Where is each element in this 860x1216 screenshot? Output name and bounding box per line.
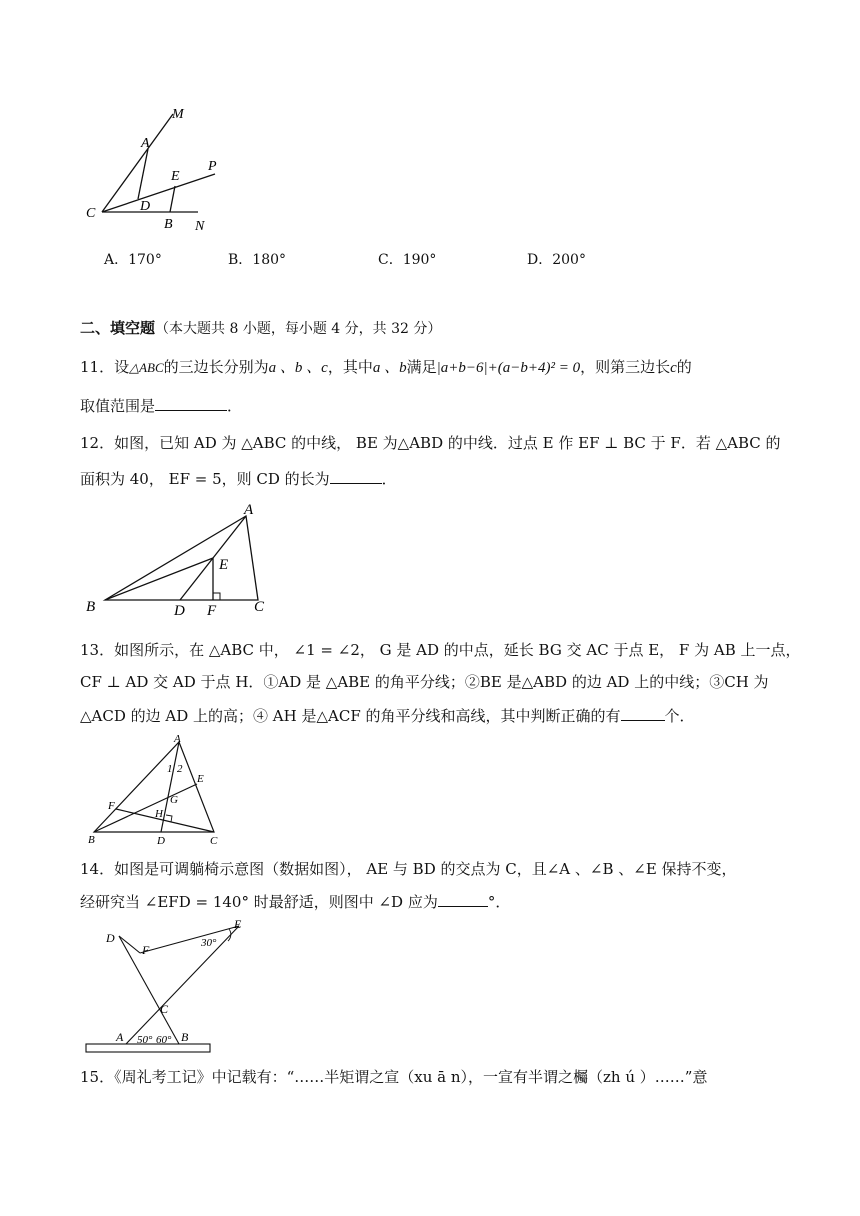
label-D: D bbox=[140, 199, 151, 214]
q13-line1: 13．如图所示，在 △ABC 中， ∠1 = ∠2， G 是 AD 的中点，延长 BG 交 AC 于点 E， F 为 AB 上一点， bbox=[80, 641, 801, 659]
q14-label-B: B bbox=[181, 1030, 189, 1044]
q12-label-D: D bbox=[174, 603, 185, 619]
q14-label-30: 30° bbox=[201, 937, 217, 949]
q12-line2 bbox=[80, 469, 397, 489]
q13-label-G: G bbox=[170, 794, 178, 806]
q14-line2 bbox=[80, 892, 510, 912]
q14-end: °． bbox=[487, 893, 511, 911]
label-P: P bbox=[208, 159, 217, 174]
option-c: C．190° bbox=[378, 252, 437, 268]
q13-label-A: A bbox=[174, 733, 181, 745]
q11-c: c bbox=[670, 360, 677, 376]
q12-label-F: F bbox=[207, 603, 217, 619]
q11-text3: 满足 bbox=[406, 358, 437, 376]
q12-line2-text: 面积为 40， EF = 5，则 CD 的长为 bbox=[80, 470, 330, 488]
q14-label-D: D bbox=[106, 931, 115, 945]
q11-text2: ，其中 bbox=[327, 358, 373, 376]
q11-num: 11．设 bbox=[80, 358, 130, 376]
q13-label-B: B bbox=[88, 834, 95, 846]
section-heading bbox=[80, 318, 441, 339]
figure-q12 bbox=[80, 498, 280, 620]
q11-period: ． bbox=[227, 397, 243, 415]
section-title: 二、填空题 bbox=[80, 319, 156, 337]
q13-label-E: E bbox=[197, 773, 204, 785]
q13-answer-blank[interactable] bbox=[621, 706, 665, 721]
label-B: B bbox=[164, 217, 173, 232]
q14-line2-text: 经研究当 ∠EFD = 140° 时最舒适，则图中 ∠D 应为 bbox=[80, 893, 438, 911]
q12-label-E: E bbox=[219, 557, 229, 573]
q13-label-F: F bbox=[108, 800, 115, 812]
q11-equation: |a+b−6|+(a−b+4)² = 0 bbox=[436, 360, 581, 376]
label-C: C bbox=[86, 206, 96, 221]
q12-label-B: B bbox=[86, 599, 96, 615]
q12-period: ． bbox=[381, 470, 397, 488]
option-d: D．200° bbox=[527, 252, 586, 268]
q14-label-60: 60° bbox=[156, 1034, 172, 1046]
q13-label-2: 2 bbox=[177, 763, 183, 775]
q12-label-A: A bbox=[244, 502, 254, 518]
q14-answer-blank[interactable] bbox=[438, 892, 488, 907]
q13-end: 个． bbox=[664, 707, 695, 725]
q11-line2 bbox=[80, 396, 242, 416]
q13-line2: CF ⊥ AD 交 AD 于点 H．①AD 是 △ABE 的角平分线；②BE 是△ABD 的边 AD 上的中线；③CH 为 bbox=[80, 673, 769, 691]
q14-label-F: F bbox=[142, 943, 150, 957]
q11-text4: ，则第三边长 bbox=[580, 358, 671, 376]
figure-q13 bbox=[84, 732, 224, 847]
q11-line2-text: 取值范围是 bbox=[80, 397, 156, 415]
figure-q10 bbox=[80, 100, 240, 235]
label-A: A bbox=[141, 136, 150, 151]
figure-q14 bbox=[84, 916, 242, 1056]
q12-label-C: C bbox=[254, 599, 265, 615]
q11-line1 bbox=[80, 357, 692, 378]
q13-line3 bbox=[80, 706, 695, 726]
q11-sides: a 、b 、c bbox=[268, 360, 328, 376]
section-note: （本大题共 8 小题，每小题 4 分，共 32 分） bbox=[155, 321, 442, 337]
label-N: N bbox=[195, 219, 205, 234]
q11-triangle: △ABC bbox=[129, 360, 164, 375]
q14-label-50: 50° bbox=[137, 1034, 153, 1046]
q14-label-A: A bbox=[116, 1030, 124, 1044]
q11-answer-blank[interactable] bbox=[155, 396, 227, 411]
q14-label-C: C bbox=[160, 1002, 169, 1016]
q13-label-1: 1 bbox=[167, 763, 173, 775]
q13-label-H: H bbox=[155, 808, 163, 820]
q13-label-C: C bbox=[210, 835, 218, 847]
q11-text1: 的三边长分别为 bbox=[163, 358, 269, 376]
q15-line1: 15．《周礼考工记》中记载有：“……半矩谓之宣（xu ā n），一宣有半谓之欘（zh ú ）……”意 bbox=[80, 1068, 708, 1086]
q14-line1: 14．如图是可调躺椅示意图（数据如图）， AE 与 BD 的交点为 C，且∠A 、∠B 、∠E 保持不变， bbox=[80, 860, 737, 878]
q13-label-D: D bbox=[157, 835, 165, 847]
option-b: B．180° bbox=[228, 252, 287, 268]
q13-line3-text: △ACD 的边 AD 上的高；④ AH 是△ACF 的角平分线和高线，其中判断正确的有 bbox=[80, 707, 621, 725]
label-E: E bbox=[171, 169, 180, 184]
q12-line1: 12．如图，已知 AD 为 △ABC 的中线， BE 为△ABD 的中线．过点 E 作 EF ⊥ BC 于 F．若 △ABC 的 bbox=[80, 434, 781, 452]
option-a: A．170° bbox=[104, 252, 162, 268]
label-M: M bbox=[172, 107, 184, 122]
q14-label-E: E bbox=[234, 917, 242, 931]
q11-ab: a 、b bbox=[372, 360, 407, 376]
q12-answer-blank[interactable] bbox=[330, 469, 382, 484]
q11-text5: 的 bbox=[676, 358, 692, 376]
